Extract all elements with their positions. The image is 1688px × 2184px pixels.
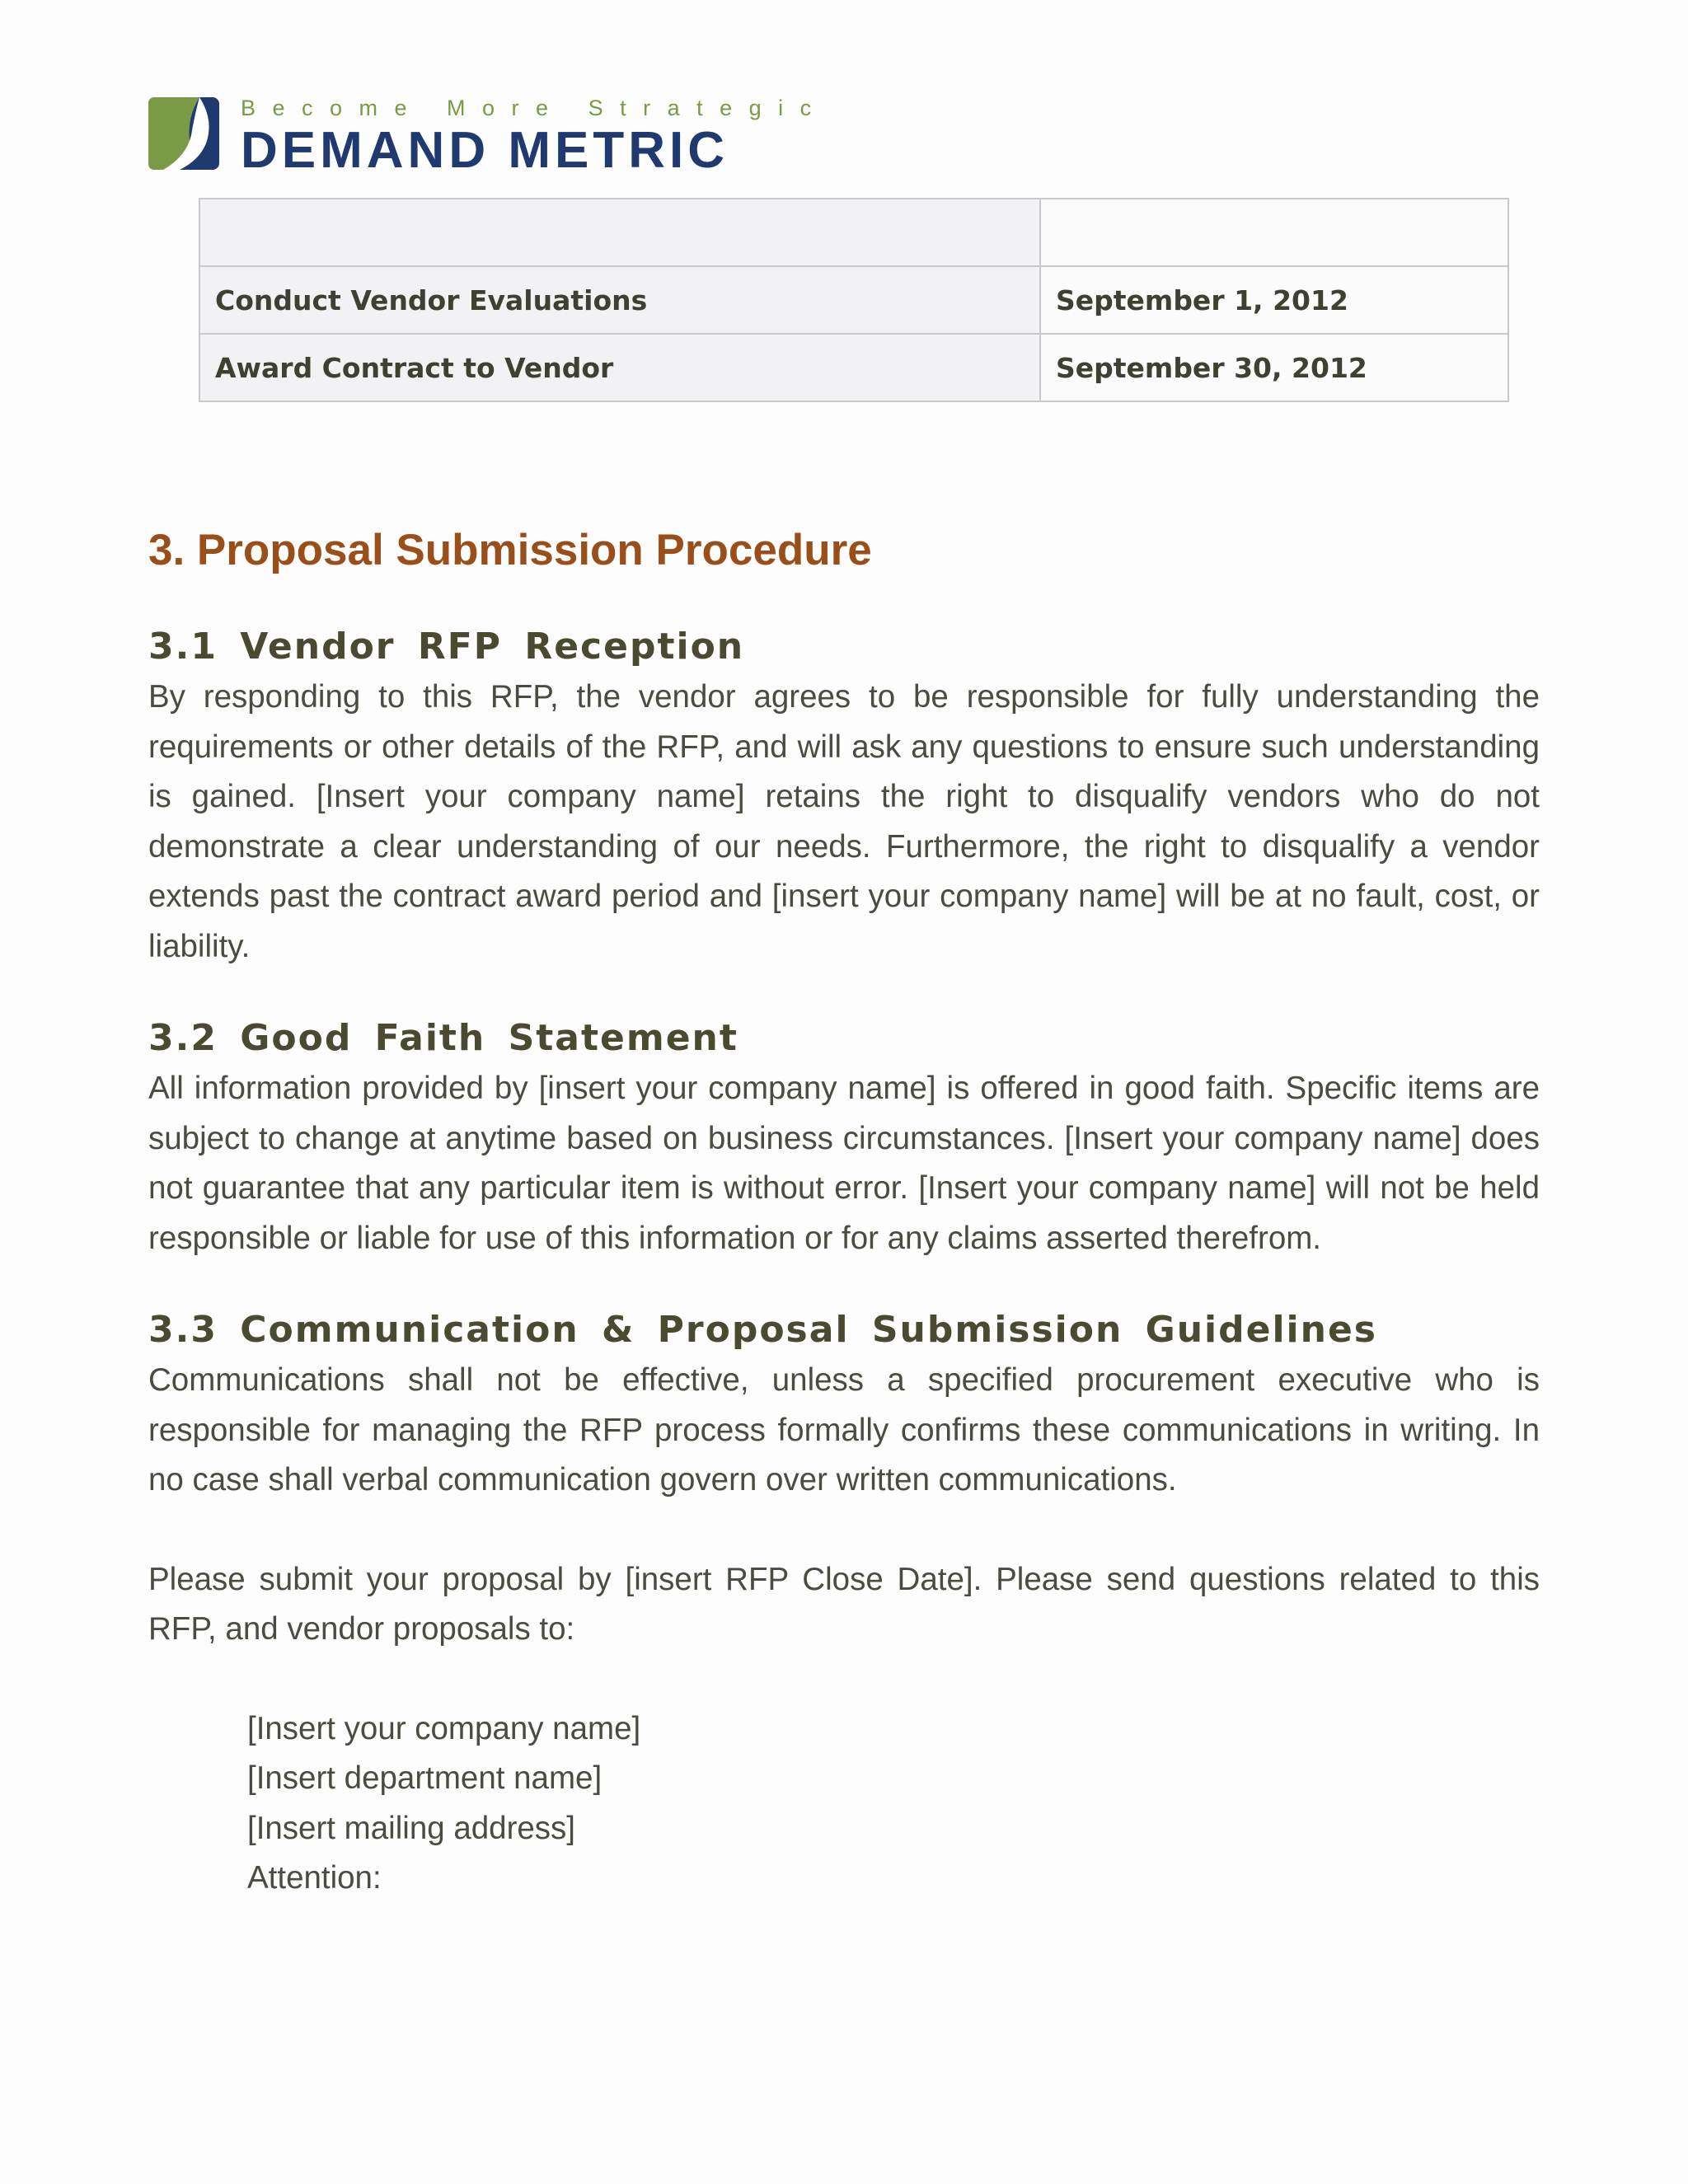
submission-instructions-text: Please submit your proposal by [insert RFP Close Date]. Please send questions related to this RFP, and vendor proposals to:: [148, 1561, 1540, 1647]
address-department: [Insert department name]: [247, 1760, 603, 1796]
address-attention: Attention:: [247, 1860, 382, 1896]
communication-guidelines-text: Communications shall not be effective, unless a specified procurement executive who is responsible for managing the RFP process formally confirms these communications in writing. In no case shall verbal communication govern over written communications.: [148, 1362, 1540, 1497]
address-mailing: [Insert mailing address]: [247, 1810, 576, 1846]
date-cell: September 1, 2012: [1040, 266, 1508, 334]
document-content: [148, 516, 1540, 1904]
demand-metric-logo: [148, 96, 828, 179]
vendor-rfp-reception-text: By responding to this RFP, the vendor agrees to be responsible for fully understanding the requirements or other details of the RFP, and will ask any questions to ensure such understanding is gained. [Insert your company name] retains the right to disqualify vendors who do not demonstrate a clear understanding of our needs. Furthermore, the right to disqualify a vendor extends past the contract award period and [insert your company name] will be at no fault, cost, or liability.: [148, 679, 1540, 964]
date-cell: [1040, 199, 1508, 266]
logo-tagline: Become More Strategic: [241, 96, 828, 120]
mailing-address-block: [247, 1704, 1540, 1904]
logo-mark-icon: [148, 97, 219, 170]
task-cell: Award Contract to Vendor: [199, 334, 1040, 401]
section-title: 3. Proposal Submission Procedure: [148, 526, 872, 574]
date-cell: September 30, 2012: [1040, 334, 1508, 401]
table-row: [199, 334, 1508, 401]
good-faith-statement-text: All information provided by [insert your company name] is offered in good faith. Specific items are subject to change at anytime based on business circumstances. [Insert your company name] does not guarantee that any particular item is without error. [Insert your company name] will not be held responsible or liable for use of this information or for any claims asserted therefrom.: [148, 1071, 1540, 1256]
timeline-table: [199, 198, 1509, 402]
subsection-heading-3-2: 3.2 Good Faith Statement: [148, 1017, 738, 1059]
table-row: [199, 199, 1508, 266]
address-company: [Insert your company name]: [247, 1710, 641, 1746]
task-cell: [199, 199, 1040, 266]
subsection-heading-3-3: 3.3 Communication & Proposal Submission Guidelines: [148, 1309, 1377, 1351]
task-cell: Conduct Vendor Evaluations: [199, 266, 1040, 334]
subsection-heading-3-1: 3.1 Vendor RFP Reception: [148, 626, 745, 668]
logo-brand-name: DEMAND METRIC: [241, 122, 729, 179]
table-row: [199, 266, 1508, 334]
